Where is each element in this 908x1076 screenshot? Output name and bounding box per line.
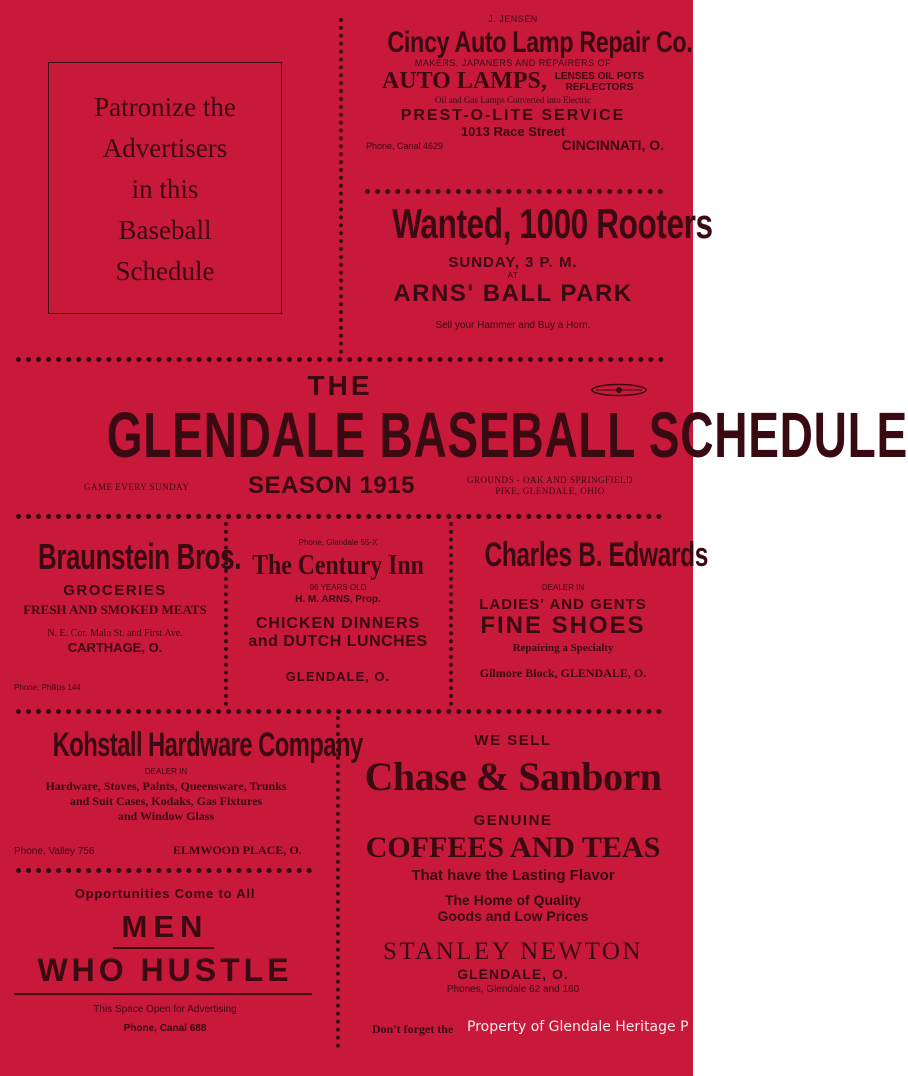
chase-coffees: COFFEES AND TEAS bbox=[365, 831, 661, 864]
edwards-address: Gilmore Block, GLENDALE, O. bbox=[479, 666, 647, 680]
rooters-title: Wanted, 1000 Rooters bbox=[392, 200, 713, 247]
edwards-title: Charles B. Edwards bbox=[484, 536, 708, 574]
rooters-tagline: Sell your Hammer and Buy a Horn. bbox=[435, 320, 591, 331]
header bbox=[16, 370, 908, 472]
kohstall-city: ELMWOOD PLACE, O. bbox=[173, 843, 302, 857]
cincy-phone: Phone, Canal 4629 bbox=[366, 141, 444, 151]
cincy-auto-lamps: AUTO LAMPS, bbox=[381, 68, 547, 94]
chase-forget: Don't forget the bbox=[372, 1022, 454, 1036]
chase-phones: Phones, Glendale 62 and 160 bbox=[446, 984, 580, 995]
divider-cincy bbox=[365, 189, 663, 200]
header-grounds-line2: PIKE, GLENDALE, OHIO bbox=[495, 486, 605, 496]
braunstein-city: CARTHAGE, O. bbox=[67, 640, 163, 655]
rooters-time: SUNDAY, 3 P. M. bbox=[448, 254, 578, 271]
kohstall-line1: Hardware, Stoves, Paints, Queensware, Trunks bbox=[45, 779, 287, 793]
century-title: The Century Inn bbox=[252, 549, 424, 581]
rooters-ad bbox=[352, 200, 713, 331]
cincy-lenses-line2: REFLECTORS bbox=[565, 81, 634, 93]
patronize-line: Advertisers bbox=[102, 133, 228, 163]
divider-kohstall bbox=[16, 868, 312, 879]
chase-we-sell: WE SELL bbox=[474, 732, 552, 749]
cincy-makers: MAKERS, JAPANERS AND REPAIRERS OF bbox=[414, 58, 612, 68]
cincy-lenses bbox=[555, 71, 644, 93]
braunstein-title: Braunstein Bros. bbox=[37, 536, 242, 577]
divider-header-top bbox=[16, 357, 664, 368]
century-phone: Phone, Glendale 55-X bbox=[298, 538, 378, 547]
patronize-line: Patronize the bbox=[94, 92, 236, 122]
kohstall-line3: and Window Glass bbox=[117, 809, 215, 823]
chase-dealer: STANLEY NEWTON bbox=[382, 938, 644, 965]
chase-city: GLENDALE, O. bbox=[457, 966, 569, 982]
century-lunches: and DUTCH LUNCHES bbox=[248, 633, 428, 650]
divider-mid-right bbox=[449, 522, 453, 706]
hustle-men: MEN bbox=[121, 909, 209, 944]
cincy-prestolite: PREST-O-LITE SERVICE bbox=[400, 107, 626, 124]
century-dinners: CHICKEN DINNERS bbox=[255, 615, 421, 632]
kohstall-ad bbox=[4, 726, 363, 824]
chase-flavor: That have the Lasting Flavor bbox=[411, 867, 615, 884]
rooters-park: ARNS' BALL PARK bbox=[393, 280, 633, 307]
cincy-phone-row bbox=[352, 137, 674, 153]
baseball-ornament bbox=[590, 383, 648, 397]
edwards-shoes: FINE SHOES bbox=[480, 612, 646, 639]
divider-header-bottom bbox=[16, 514, 662, 525]
patronize-line: Schedule bbox=[115, 256, 215, 286]
hustle-men-underline bbox=[113, 947, 214, 949]
baseball-ornament-icon bbox=[590, 383, 648, 397]
century-ad bbox=[230, 538, 446, 684]
chase-home2: Goods and Low Prices bbox=[437, 908, 589, 924]
hustle-opportunities: Opportunities Come to All bbox=[74, 886, 256, 901]
braunstein-address: N. E. Cor. Main St. and First Ave. bbox=[47, 628, 183, 639]
cincy-converted: Oil and Gas Lamps Converted into Electric bbox=[435, 95, 591, 105]
edwards-ad bbox=[454, 536, 708, 681]
century-age: 96 YEARS OLD bbox=[309, 583, 367, 592]
header-season: SEASON 1915 bbox=[248, 472, 415, 499]
kohstall-line2: and Suit Cases, Kodaks, Gas Fixtures bbox=[69, 794, 263, 808]
patronize-line: in this bbox=[131, 174, 199, 204]
hustle-ad bbox=[10, 886, 320, 945]
century-prop: H. M. ARNS, Prop. bbox=[295, 594, 381, 605]
hustle-space: This Space Open for Advertising bbox=[93, 1004, 237, 1015]
chase-home1: The Home of Quality bbox=[444, 892, 582, 908]
cincy-owner: J. JENSEN bbox=[488, 14, 538, 24]
header-title: GLENDALE BASEBALL SCHEDULE bbox=[106, 399, 908, 471]
patronize-box bbox=[48, 62, 282, 314]
kohstall-title: Kohstall Hardware Company bbox=[52, 726, 363, 764]
header-grounds-line1: GROUNDS - OAK AND SPRINGFIELD bbox=[466, 475, 633, 485]
hustle-who-underline bbox=[14, 993, 312, 995]
hustle-phone: Phone, Canal 688 bbox=[123, 1023, 207, 1034]
cincy-title: Cincy Auto Lamp Repair Co. bbox=[387, 26, 693, 59]
braunstein-phone: Phone, Philips 144 bbox=[14, 683, 81, 692]
cincy-lamps-row bbox=[352, 68, 674, 95]
hustle-footer bbox=[10, 1004, 320, 1034]
century-city: GLENDALE, O. bbox=[285, 669, 391, 684]
cincy-lenses-line1: LENSES OIL POTS bbox=[554, 70, 645, 82]
braunstein-groceries: GROCERIES bbox=[63, 582, 167, 599]
braunstein-meats: FRESH AND SMOKED MEATS bbox=[23, 602, 207, 617]
header-game-every: GAME EVERY SUNDAY bbox=[84, 482, 190, 492]
header-the: THE bbox=[307, 370, 373, 401]
edwards-repairing: Repairing a Specialty bbox=[512, 642, 614, 654]
header-grounds bbox=[450, 475, 650, 497]
divider-lower bbox=[336, 716, 340, 1048]
chase-ad bbox=[350, 732, 676, 995]
rooters-at: AT bbox=[507, 271, 519, 280]
cincy-city: CINCINNATI, O. bbox=[561, 137, 664, 153]
divider-top bbox=[339, 18, 343, 354]
braunstein-ad bbox=[8, 536, 242, 655]
patronize-line: Baseball bbox=[118, 215, 212, 245]
kohstall-dealer: DEALER IN bbox=[144, 767, 188, 776]
cincy-street: 1013 Race Street bbox=[460, 124, 566, 139]
chase-title: Chase & Sanborn bbox=[364, 754, 662, 799]
kohstall-phone: Phone, Valley 756 bbox=[14, 846, 95, 857]
cincy-ad bbox=[352, 14, 693, 153]
edwards-dealer: DEALER IN bbox=[541, 583, 585, 592]
edwards-ladies: LADIES' AND GENTS bbox=[479, 596, 647, 613]
patronize-text bbox=[49, 87, 281, 292]
chase-genuine: GENUINE bbox=[473, 812, 553, 829]
watermark: Property of Glendale Heritage P bbox=[467, 1019, 689, 1035]
hustle-who: WHO HUSTLE bbox=[37, 952, 293, 988]
hustle-who-block bbox=[10, 952, 320, 989]
